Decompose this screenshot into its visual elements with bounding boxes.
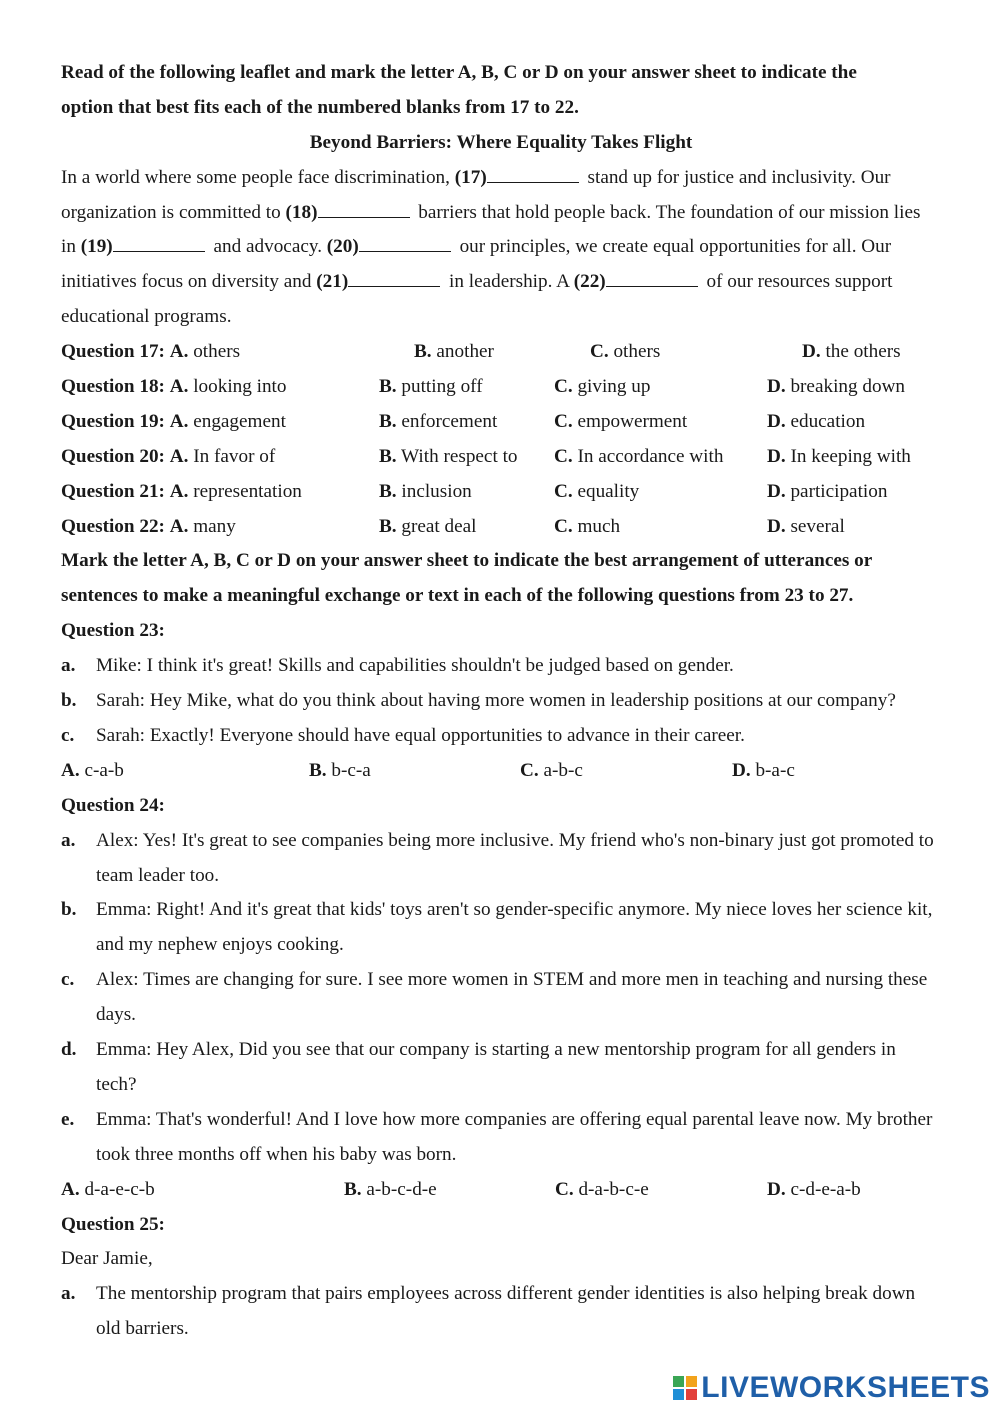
leaflet-text: stand up for justice and inclusivity. Our xyxy=(582,166,891,188)
leaflet-line-3 xyxy=(61,230,941,265)
option-d[interactable]: D. education xyxy=(767,410,866,432)
list-item: c. Sarah: Exactly! Everyone should have equal opportunities to advance in their career. xyxy=(61,724,745,746)
list-item: a. Mike: I think it's great! Skills and capabilities shouldn't be judged based on gender. xyxy=(61,655,734,677)
option-c[interactable]: C. empowerment xyxy=(554,410,688,432)
question-row xyxy=(61,405,941,440)
brand-name: LIVEWORKSHEETS xyxy=(701,1371,990,1404)
leaflet-text: in leadership. A xyxy=(444,271,574,293)
leaflet-line-2 xyxy=(61,196,941,231)
question-label: Question 20: A. In favor of xyxy=(61,445,276,467)
liveworksheets-icon xyxy=(673,1376,697,1400)
blank-number-21: (21) xyxy=(316,271,349,293)
leaflet-text: of our resources support xyxy=(701,271,893,293)
leaflet-text: initiatives focus on diversity and xyxy=(61,271,317,293)
option-d[interactable]: D. participation xyxy=(767,480,888,502)
leaflet-text: In a world where some people face discrimination, xyxy=(61,166,455,188)
option-b[interactable]: B. great deal xyxy=(379,515,477,537)
leaflet-line-1 xyxy=(61,161,941,196)
option-d[interactable]: D. In keeping with xyxy=(767,445,911,467)
leaflet-line-4 xyxy=(61,265,941,300)
question-label: Question 22: A. many xyxy=(61,515,236,537)
option-d[interactable]: D. the others xyxy=(802,341,901,363)
blank-number-17: (17) xyxy=(454,166,487,188)
option-c[interactable]: C. much xyxy=(554,515,621,537)
liveworksheets-logo[interactable] xyxy=(673,1368,990,1408)
option-c[interactable]: C. others xyxy=(590,341,661,363)
question-25-title: Question 25: xyxy=(61,1213,165,1235)
leaflet-text: organization is committed to xyxy=(61,201,286,223)
option-b[interactable]: B. another xyxy=(414,341,494,363)
option-c[interactable]: C. giving up xyxy=(554,376,651,398)
blank-19[interactable] xyxy=(113,235,205,252)
question-24-title: Question 24: xyxy=(61,794,165,816)
option-b[interactable]: B. b-c-a xyxy=(309,759,371,781)
question-row xyxy=(61,370,941,405)
option-b[interactable]: B. a-b-c-d-e xyxy=(344,1178,437,1200)
option-d[interactable]: D. b-a-c xyxy=(732,759,795,781)
blank-21[interactable] xyxy=(348,270,440,287)
question-row xyxy=(61,440,941,475)
leaflet-text: in xyxy=(61,236,81,258)
list-item: b. Sarah: Hey Mike, what do you think about having more women in leadership positions at our company? xyxy=(61,690,896,712)
option-b[interactable]: B. enforcement xyxy=(379,410,498,432)
option-d[interactable]: D. breaking down xyxy=(767,376,906,398)
list-item: e. Emma: That's wonderful! And I love how more companies are offering equal parental leave now. My brother took three months off when his baby was born. xyxy=(61,1108,933,1165)
question-label: Question 21: A. representation xyxy=(61,480,302,502)
option-c[interactable]: C. a-b-c xyxy=(520,759,583,781)
list-item: c. Alex: Times are changing for sure. I see more women in STEM and more men in teaching and nursing these days. xyxy=(61,969,928,1026)
option-b[interactable]: B. With respect to xyxy=(379,445,518,467)
blank-22[interactable] xyxy=(606,270,698,287)
option-a[interactable]: A. c-a-b xyxy=(61,759,124,781)
leaflet-text: barriers that hold people back. The foundation of our mission lies xyxy=(413,201,921,223)
blank-number-19: (19) xyxy=(80,236,113,258)
leaflet-text: our principles, we create equal opportunities for all. Our xyxy=(454,236,892,258)
question-label: Question 17: A. others xyxy=(61,341,241,363)
option-c[interactable]: C. In accordance with xyxy=(554,445,724,467)
instruction-2-line-2: sentences to make a meaningful exchange or text in each of the following questions from 23 to 27. xyxy=(61,585,854,607)
blank-number-18: (18) xyxy=(285,201,318,223)
question-row xyxy=(61,335,941,370)
worksheet-page xyxy=(61,56,941,1347)
instruction-2-line-1: Mark the letter A, B, C or D on your answer sheet to indicate the best arrangement of utterances or xyxy=(61,550,873,572)
leaflet-title: Beyond Barriers: Where Equality Takes Flight xyxy=(309,131,693,153)
letter-greeting: Dear Jamie, xyxy=(61,1248,153,1270)
list-item: d. Emma: Hey Alex, Did you see that our company is starting a new mentorship program for all genders in tech? xyxy=(61,1039,896,1095)
blank-18[interactable] xyxy=(318,201,410,218)
option-c[interactable]: C. equality xyxy=(554,480,640,502)
blank-17[interactable] xyxy=(487,166,579,183)
leaflet-text: and advocacy. xyxy=(208,236,327,258)
option-d[interactable]: D. c-d-e-a-b xyxy=(767,1178,861,1200)
blank-number-20: (20) xyxy=(326,236,359,258)
option-d[interactable]: D. several xyxy=(767,515,845,537)
question-23-title: Question 23: xyxy=(61,620,165,642)
list-item: a. The mentorship program that pairs employees across different gender identities is also helping break down old barriers. xyxy=(61,1283,916,1340)
option-b[interactable]: B. inclusion xyxy=(379,480,472,502)
blank-20[interactable] xyxy=(359,235,451,252)
option-a[interactable]: A. d-a-e-c-b xyxy=(61,1178,155,1200)
instruction-1-line-2: option that best fits each of the numbered blanks from 17 to 22. xyxy=(61,96,579,118)
question-row xyxy=(61,510,941,545)
option-b[interactable]: B. putting off xyxy=(379,376,483,398)
list-item: a. Alex: Yes! It's great to see companies being more inclusive. My friend who's non-binary just got promoted to team leader too. xyxy=(61,829,934,886)
question-label: Question 18: A. looking into xyxy=(61,376,287,398)
leaflet-line-5: educational programs. xyxy=(61,306,232,328)
blank-number-22: (22) xyxy=(573,271,606,293)
option-c[interactable]: C. d-a-b-c-e xyxy=(555,1178,649,1200)
question-label: Question 19: A. engagement xyxy=(61,410,286,432)
instruction-1-line-1: Read of the following leaflet and mark the letter A, B, C or D on your answer sheet to indicate the xyxy=(61,62,857,83)
list-item: b. Emma: Right! And it's great that kids' toys aren't so gender-specific anymore. My niece loves her science kit, and my nephew enjoys cooking. xyxy=(61,899,933,956)
answer-row xyxy=(61,754,941,789)
question-row xyxy=(61,475,941,510)
answer-row xyxy=(61,1173,941,1208)
